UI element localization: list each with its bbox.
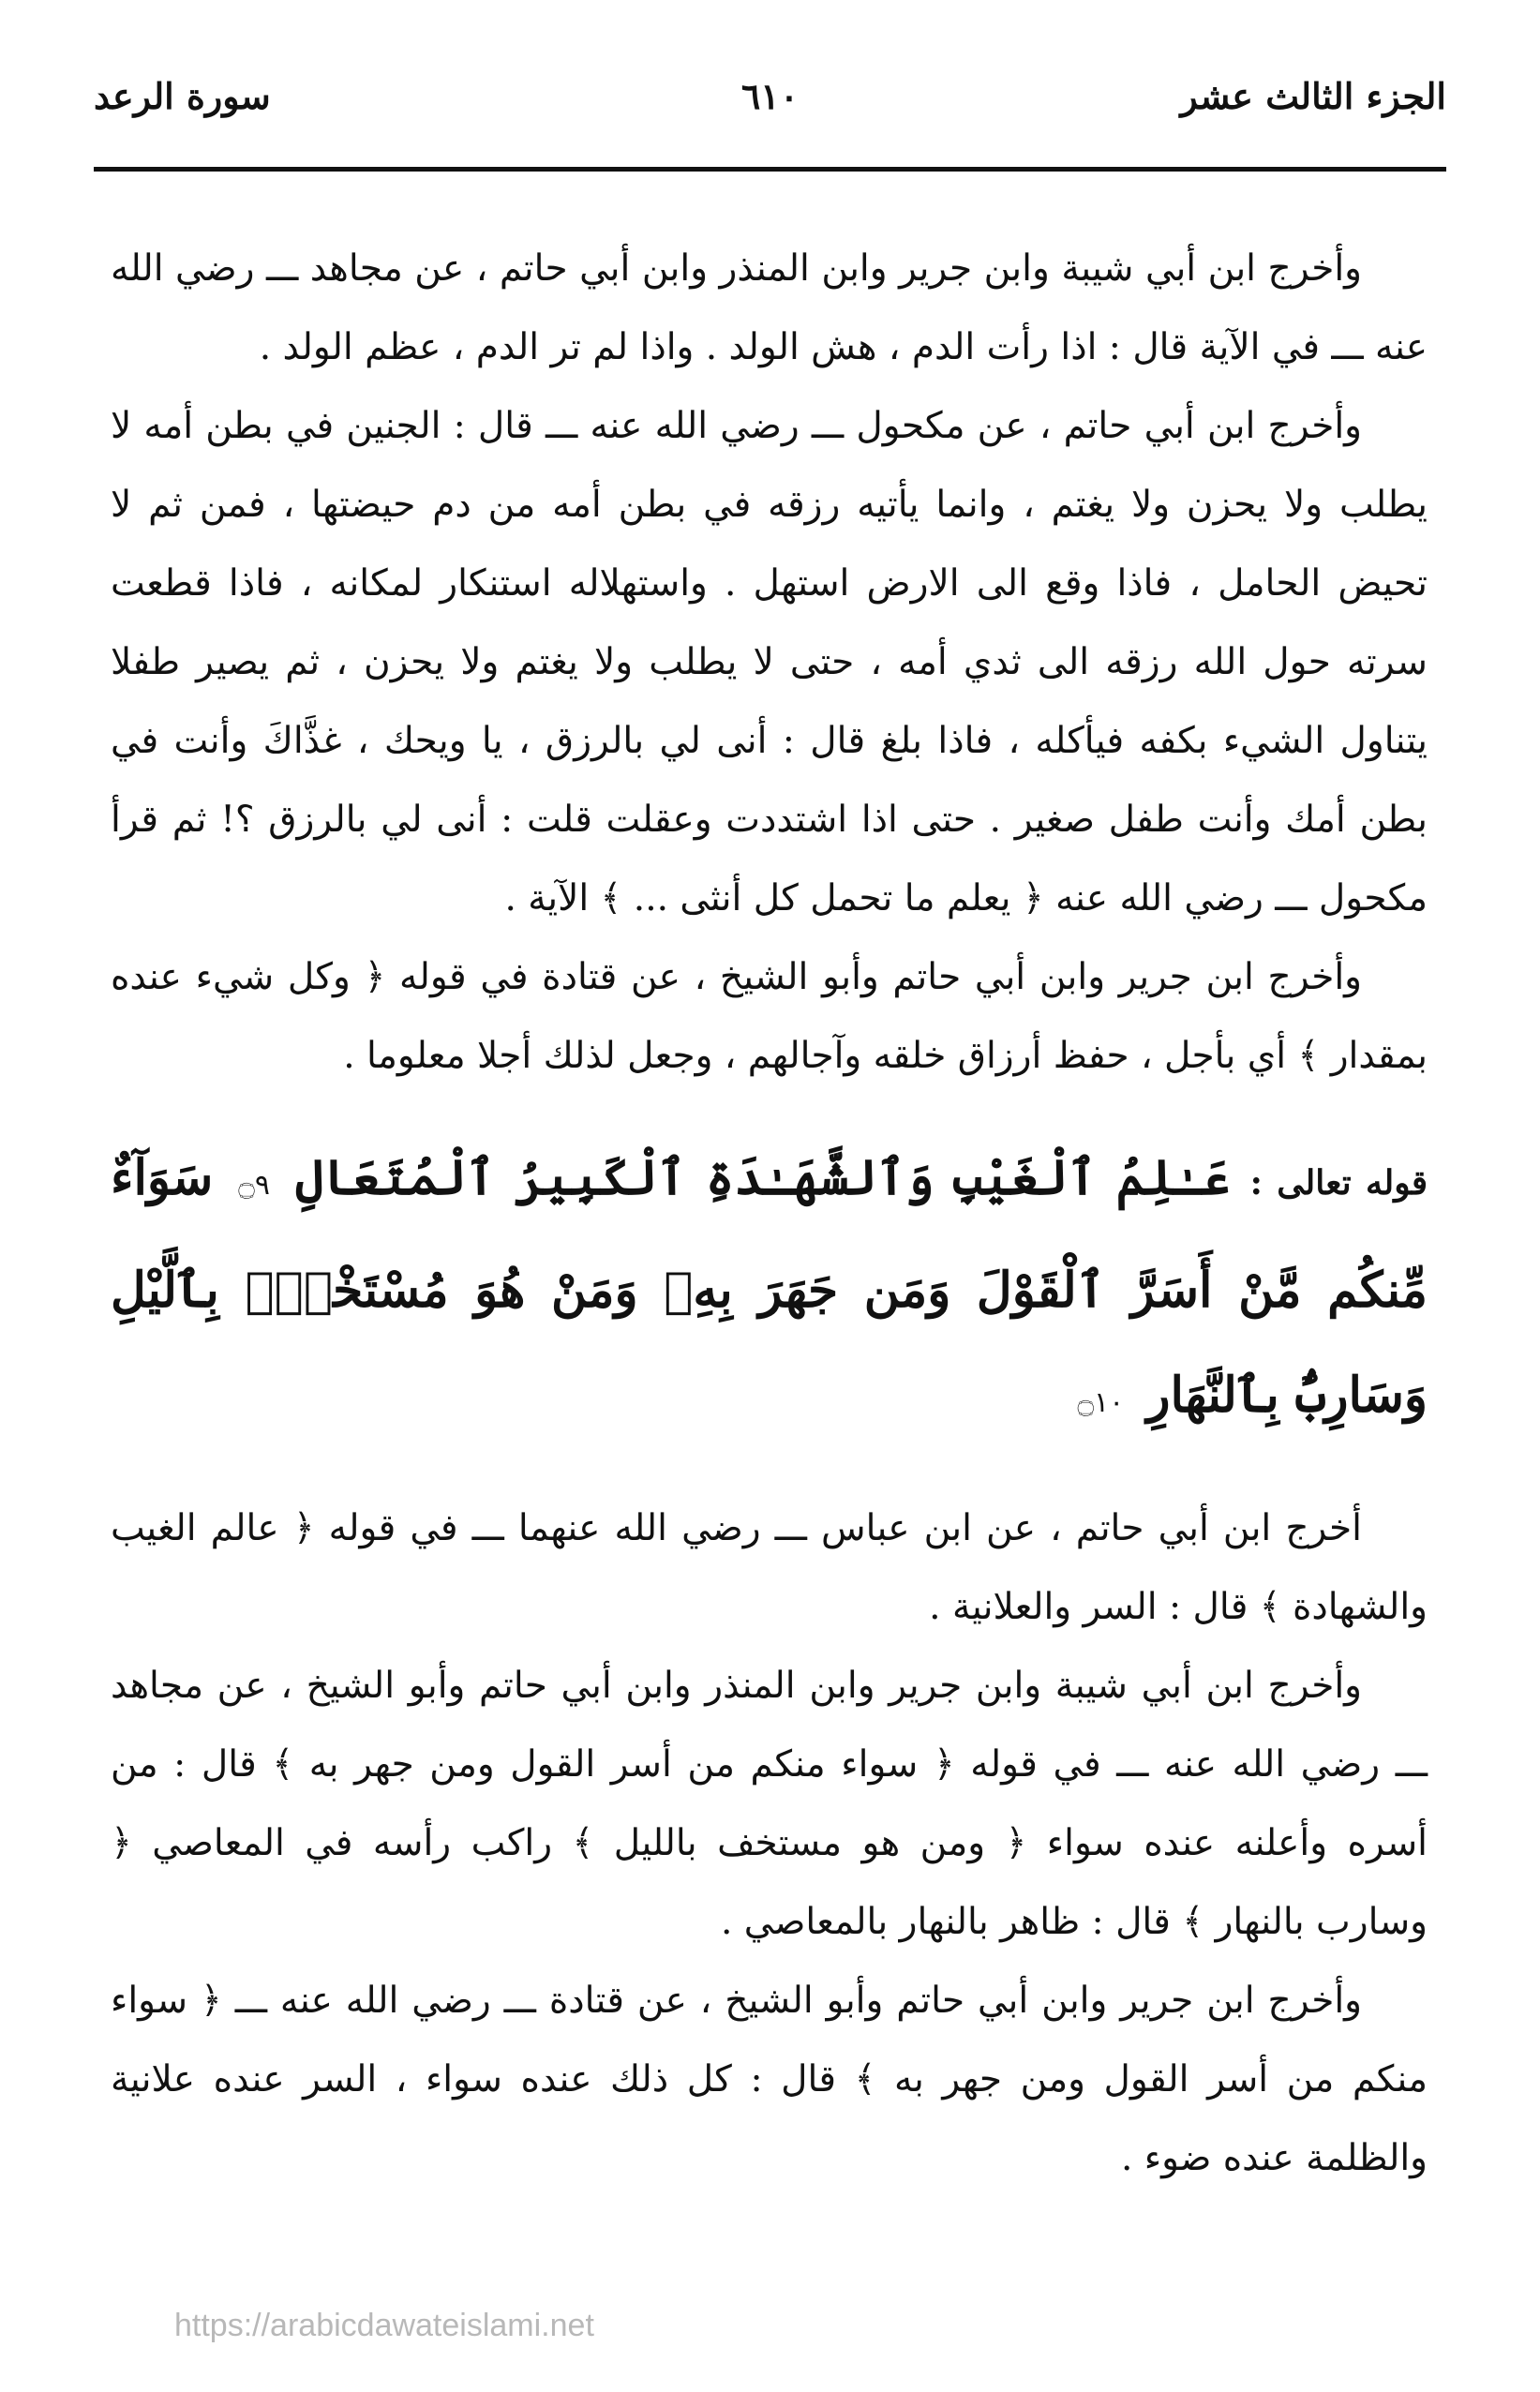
ayah-number-icon: ۝٩ [238,1169,270,1202]
quran-label: قوله تعالى : [1249,1163,1428,1203]
surah-title: سورة الرعد [94,75,271,117]
paragraph: وأخرج ابن أبي شيبة وابن جرير وابن المنذر وابن أبي حاتم ، عن مجاهد ـــ رضي الله عنه ـــ في الآية قال : اذا رأت الدم ، هش الولد . واذا لم تر الدم ، عظم الولد . [111,247,1428,368]
paragraph: وأخرج ابن أبي شيبة وابن جرير وابن المنذر وابن أبي حاتم وأبو الشيخ ، عن مجاهد ـــ رضي الله عنه ـــ في قوله ﴿ سواء منكم من أسر القول ومن جهر به ﴾ قال : من أسره وأعلنه عنده سواء ﴿ ومن هو مستخف بالليل ﴾ راكب رأسه في المعاصي ﴿ وسارب بالنهار ﴾ قال : ظاهر بالنهار بالمعاصي . [111,1665,1428,1943]
paragraph: وأخرج ابن جرير وابن أبي حاتم وأبو الشيخ ، عن قتادة في قوله ﴿ وكل شيء عنده بمقدار ﴾ أي بأجل ، حفظ أرزاق خلقه وآجالهم ، وجعل لذلك أجلا معلوما . [111,956,1428,1077]
paragraph: أخرج ابن أبي حاتم ، عن ابن عباس ـــ رضي الله عنهما ـــ في قوله ﴿ عالم الغيب والشهادة ﴾ قال : السر والعلانية . [111,1507,1428,1628]
juz-title: الجزء الثالث عشر [1180,75,1446,117]
page-header [94,75,1446,141]
header-divider [94,167,1446,172]
ayah-number-icon: ۝١٠ [1077,1386,1125,1419]
page-number: ٦١٠ [740,75,800,117]
quran-verse-9: عَـٰلِمُ ٱلْغَيْبِ وَٱلشَّهَـٰدَةِ ٱلْكَبِيرُ ٱلْمُتَعَالِ [294,1149,1231,1206]
watermark-url: https://arabicdawateislami.net [174,2308,594,2343]
paragraph: وأخرج ابن أبي حاتم ، عن مكحول ـــ رضي الله عنه ـــ قال : الجنين في بطن أمه لا يطلب ولا يحزن ولا يغتم ، وانما يأتيه رزقه في بطن أمه من دم حيضتها ، فمن ثم لا تحيض الحامل ، فاذا وقع الى الارض استهل . واستهلاله استنكار لمكانه ، فاذا قطعت سرته حول الله رزقه الى ثدي أمه ، حتى لا يطلب ولا يغتم ولا يحزن ، ثم يصير طفلا يتناول الشيء بكفه فيأكله ، فاذا بلغ قال : أنى لي بالرزق ، يا ويحك ، غذَّاكَ وأنت في بطن أمك وأنت طفل صغير . حتى اذا اشتددت وعقلت قلت : أنى لي بالرزق ؟! ثم قرأ مكحول ـــ رضي الله عنه ﴿ يعلم ما تحمل كل أنثى ... ﴾ الآية . [111,405,1428,919]
quran-verse-10: سَوَآءٌ مِّنكُم مَّنْ أَسَرَّ ٱلْقَوْلَ وَمَن جَهَرَ بِهِۦ وَمَنْ هُوَ مُسْتَخْفٍۭ بِٱلَّيْلِ وَسَارِبٌۢ بِٱلنَّهَارِ [111,1149,1428,1424]
page-body [111,230,1428,2198]
paragraph: وأخرج ابن جرير وابن أبي حاتم وأبو الشيخ ، عن قتادة ـــ رضي الله عنه ـــ ﴿ سواء منكم من أسر القول ومن جهر به ﴾ قال : كل ذلك عنده سواء ، السر عنده علانية والظلمة عنده ضوء . [111,1980,1428,2179]
quran-verse-block [111,1126,1428,1456]
